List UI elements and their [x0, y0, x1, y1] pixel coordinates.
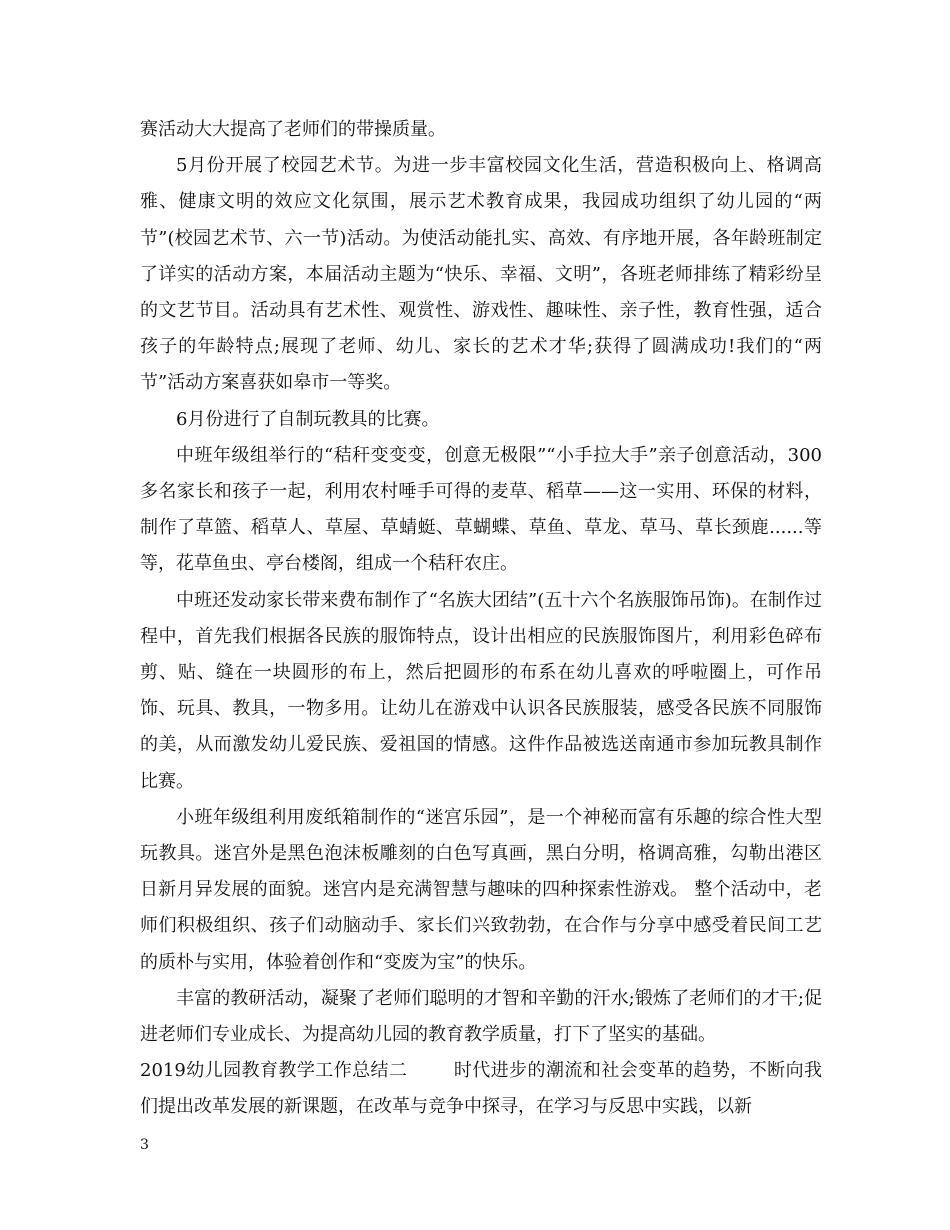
- body-paragraph-1: 赛活动大大提高了老师们的带操质量。: [140, 119, 446, 140]
- section-title: 2019幼儿园教育教学工作总结二: [140, 1060, 408, 1082]
- body-paragraph-2: 5月份开展了校园艺术节。为进一步丰富校园文化生活，营造积极向上、格调高雅、健康文明的效应文化氛围，展示艺术教育成果，我园成功组织了幼儿园的“两节”(校园艺术节、六一节)活动。为使活动能扎实、高效、有序地开展，各年龄班制定了详实的活动方案，本届活动主题为“快乐、幸福、文明”，各班老师排练了精彩纷呈的文艺节目。活动具有艺术性、观赏性、游戏性、趣味性、亲子性，教育性强，适合孩子的年龄特点;展现了老师、幼儿、家长的艺术才华;获得了圆满成功!我们的“两节”活动方案喜获如皋市一等奖。: [140, 155, 822, 394]
- body-paragraph-3: 6月份进行了自制玩教具的比赛。: [176, 408, 440, 430]
- page-number: 3: [140, 1137, 149, 1153]
- body-paragraph-7: 丰富的教研活动，凝聚了老师们聪明的才智和辛勤的汗水;锻炼了老师们的才干;促进老师们专业成长、为提高幼儿园的教育教学质量，打下了坚实的基础。: [140, 987, 822, 1046]
- body-paragraph-6: 小班年级组利用废纸箱制作的“迷宫乐园”，是一个神秘而富有乐趣的综合性大型玩教具。迷宫外是黑色泡沫板雕刻的白色写真画，黑白分明，格调高雅，勾勒出港区日新月异发展的面貌。迷宫内是充满智慧与趣味的四种探索性游戏。 整个活动中，老师们积极组织、孩子们动脑动手、家长们兴致勃勃，在合作与分享中感受着民间工艺的质朴与实用，体验着创作和“变废为宝”的快乐。: [140, 806, 822, 973]
- section-intro-text: 时代进步的潮流和社会变革的趋势，不断向我们提出改革发展的新课题，在改革与竞争中探寻，在学习与反思中实践，以新: [140, 1060, 823, 1118]
- body-paragraph-5: 中班还发动家长带来费布制作了“名族大团结”(五十六个名族服饰吊饰)。在制作过程中，首先我们根据各民族的服饰特点，设计出相应的民族服饰图片，利用彩色碎布剪、贴、缝在一块圆形的布上，然后把圆形的布系在幼儿喜欢的呼啦圈上，可作吊饰、玩具、教具，一物多用。让幼儿在游戏中认识各民族服装，感受各民族不同服饰的美，从而激发幼儿爱民族、爱祖国的情感。这件作品被选送南通市参加玩教具制作比赛。: [140, 589, 822, 792]
- document-body: [140, 112, 822, 1126]
- body-paragraph-4: 中班年级组举行的“秸秆变变变，创意无极限”“小手拉大手”亲子创意活动，300多名家长和孩子一起，利用农村唾手可得的麦草、稻草——这一实用、环保的材料，制作了草篮、稻草人、草屋、草蜻蜓、草蝴蝶、草鱼、草龙、草马、草长颈鹿......等等，花草鱼虫、亭台楼阁，组成一个秸秆农庄。: [140, 444, 822, 575]
- section-paragraph: [140, 1053, 822, 1125]
